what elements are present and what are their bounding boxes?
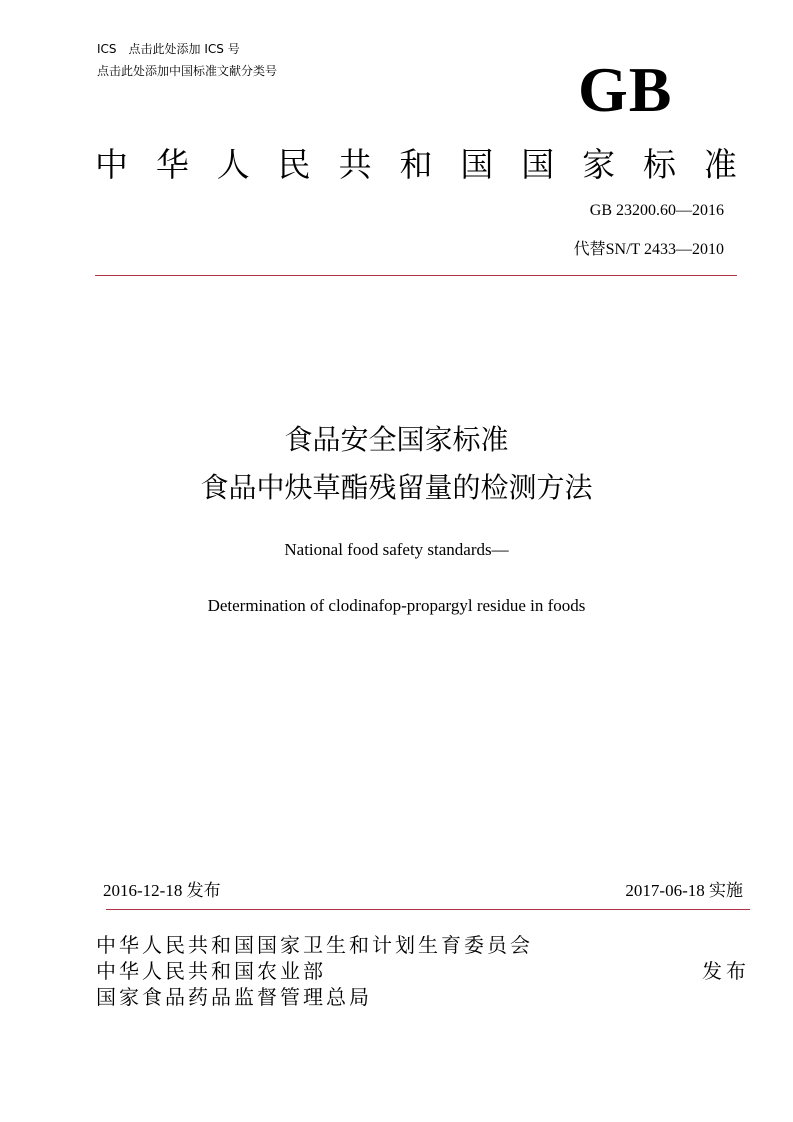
title-char: 共 — [338, 145, 372, 184]
english-title-line-1: National food safety standards— — [284, 540, 509, 559]
issuer-ministry-agriculture: 中华人民共和国农业部 — [96, 959, 326, 983]
title-char: 家 — [582, 145, 616, 184]
english-title-line-2: Determination of clodinafop-propargyl residue in foods — [207, 596, 586, 615]
title-line-2: 食品中炔草酯残留量的检测方法 — [200, 471, 593, 504]
issuer-health-commission: 中华人民共和国国家卫生和计划生育委员会 — [96, 933, 533, 957]
title-char: 中 — [95, 145, 128, 184]
title-char: 准 — [703, 145, 737, 184]
title-char: 标 — [643, 145, 677, 184]
standard-number: GB 23200.60—2016 — [589, 202, 724, 219]
bottom-divider — [106, 909, 750, 910]
classification-line: 点击此处添加中国标准文献分类号 — [97, 64, 278, 78]
title-char: 人 — [216, 145, 250, 184]
gb-logo: GB — [578, 54, 673, 125]
ics-code-line: ICS 点击此处添加 ICS 号 — [97, 42, 240, 56]
title-char: 国 — [521, 145, 555, 184]
title-char: 国 — [460, 145, 494, 184]
implementation-date: 2017-06-18 实施 — [625, 881, 743, 900]
issuer-food-drug-administration: 国家食品药品监督管理总局 — [96, 985, 372, 1009]
top-divider — [95, 275, 737, 276]
issue-label: 发布 — [702, 959, 750, 983]
publication-date: 2016-12-18 发布 — [103, 881, 221, 900]
replaces-standard: 代替SN/T 2433—2010 — [573, 241, 724, 258]
title-char: 和 — [399, 145, 433, 184]
title-char: 民 — [277, 145, 311, 184]
title-line-1: 食品安全国家标准 — [284, 423, 509, 456]
standard-category-title — [95, 143, 737, 187]
title-char: 华 — [155, 145, 189, 184]
